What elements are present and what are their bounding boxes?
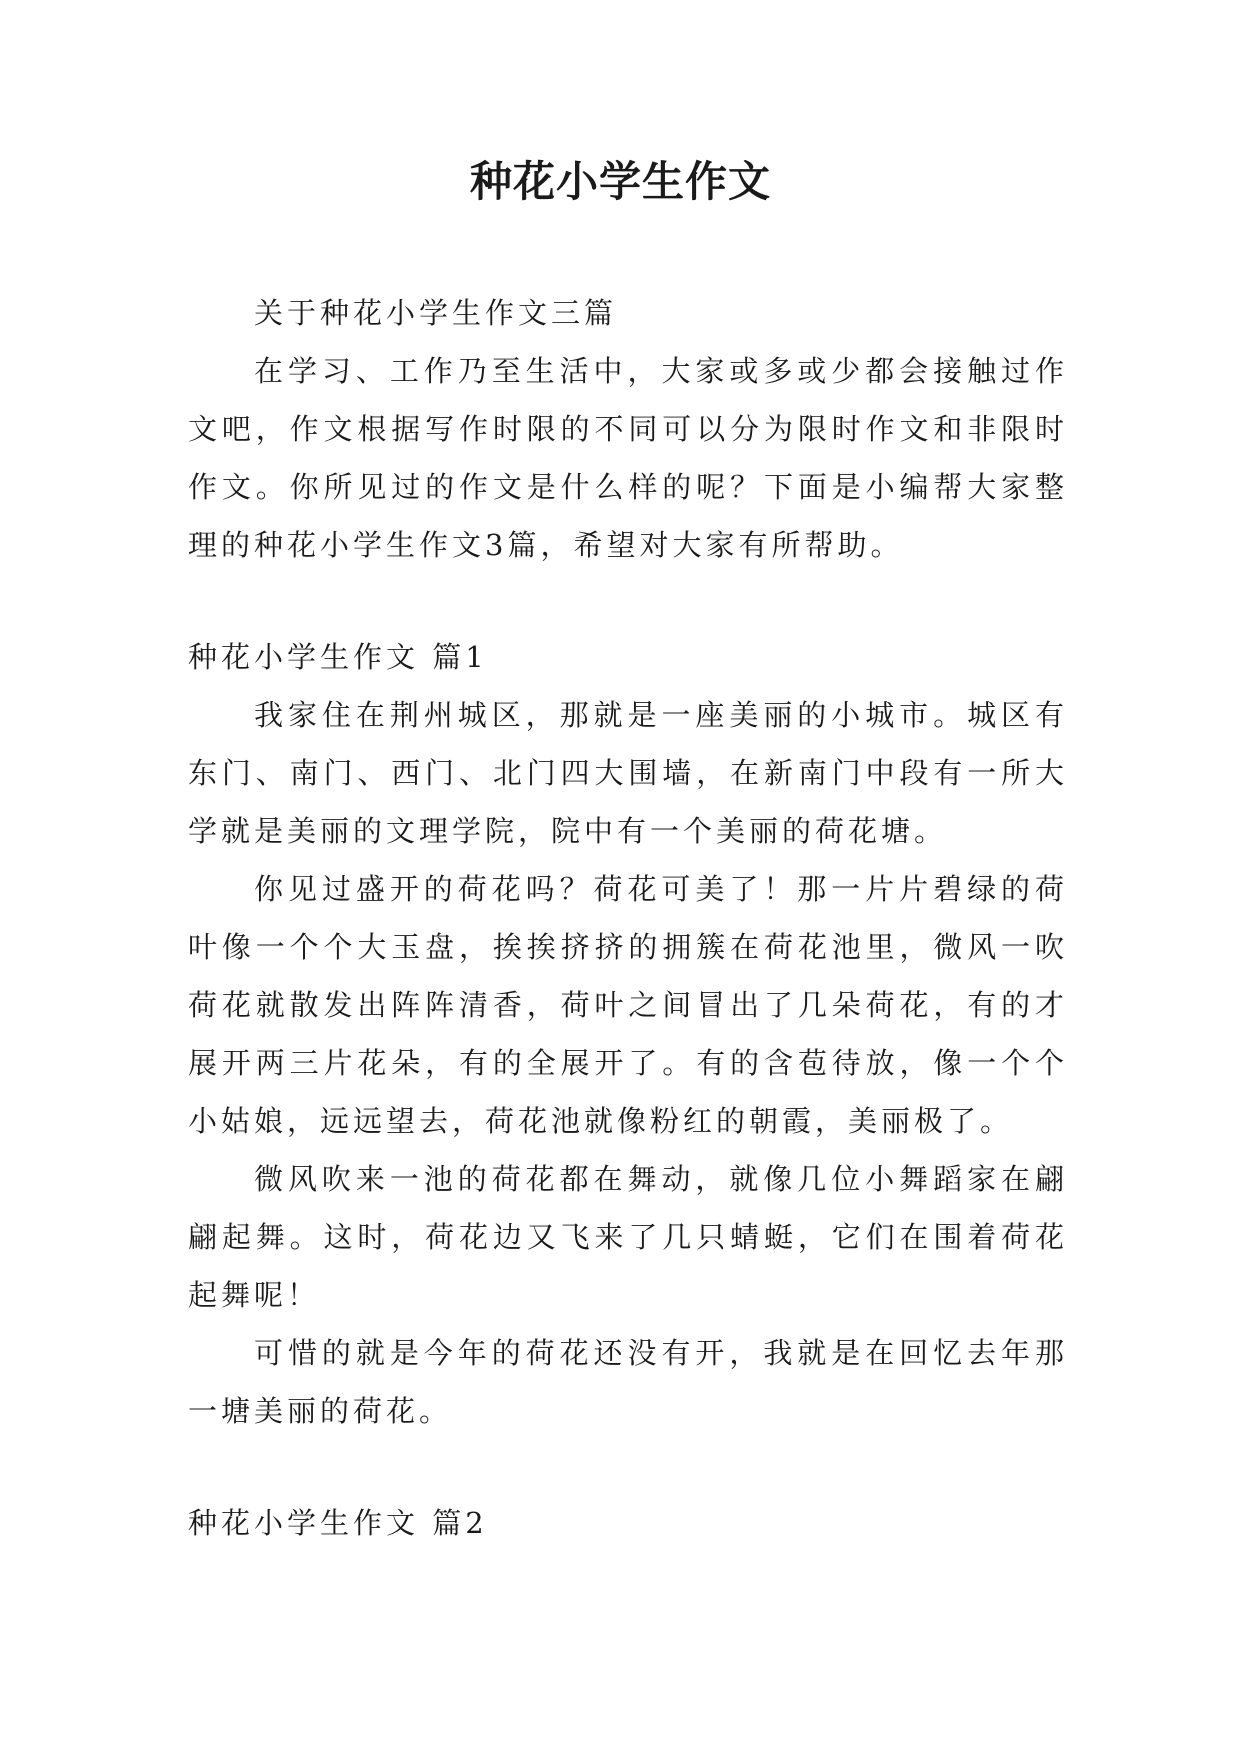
document-body (188, 284, 1068, 1552)
essay-1-heading: 种花小学生作文 篇1 (188, 640, 488, 674)
essay-1-paragraph: 我家住在荆州城区，那就是一座美丽的小城市。城区有东门、南门、西门、北门四大围墙，在新南门中段有一所大学就是美丽的文理学院，院中有一个美丽的荷花塘。 (188, 698, 1068, 848)
intro-paragraph: 在学习、工作乃至生活中，大家或多或少都会接触过作文吧，作文根据写作时限的不同可以分为限时作文和非限时作文。你所见过的作文是什么样的呢？下面是小编帮大家整理的种花小学生作文3篇，希望对大家有所帮助。 (188, 354, 1068, 562)
essay-2-heading: 种花小学生作文 篇2 (188, 1506, 488, 1540)
intro-subtitle: 关于种花小学生作文三篇 (254, 296, 618, 330)
essay-1-paragraph: 微风吹来一池的荷花都在舞动，就像几位小舞蹈家在翩翩起舞。这时，荷花边又飞来了几只蜻蜓，它们在围着荷花起舞呢！ (188, 1162, 1068, 1312)
essay-1-paragraph: 你见过盛开的荷花吗？荷花可美了！那一片片碧绿的荷叶像一个个大玉盘，挨挨挤挤的拥簇在荷花池里，微风一吹荷花就散发出阵阵清香，荷叶之间冒出了几朵荷花，有的才展开两三片花朵，有的全展开了。有的含苞待放，像一个个小姑娘，远远望去，荷花池就像粉红的朝霞，美丽极了。 (188, 872, 1068, 1138)
document-title: 种花小学生作文 (469, 157, 771, 206)
essay-1-paragraph: 可惜的就是今年的荷花还没有开，我就是在回忆去年那一塘美丽的荷花。 (188, 1336, 1068, 1428)
